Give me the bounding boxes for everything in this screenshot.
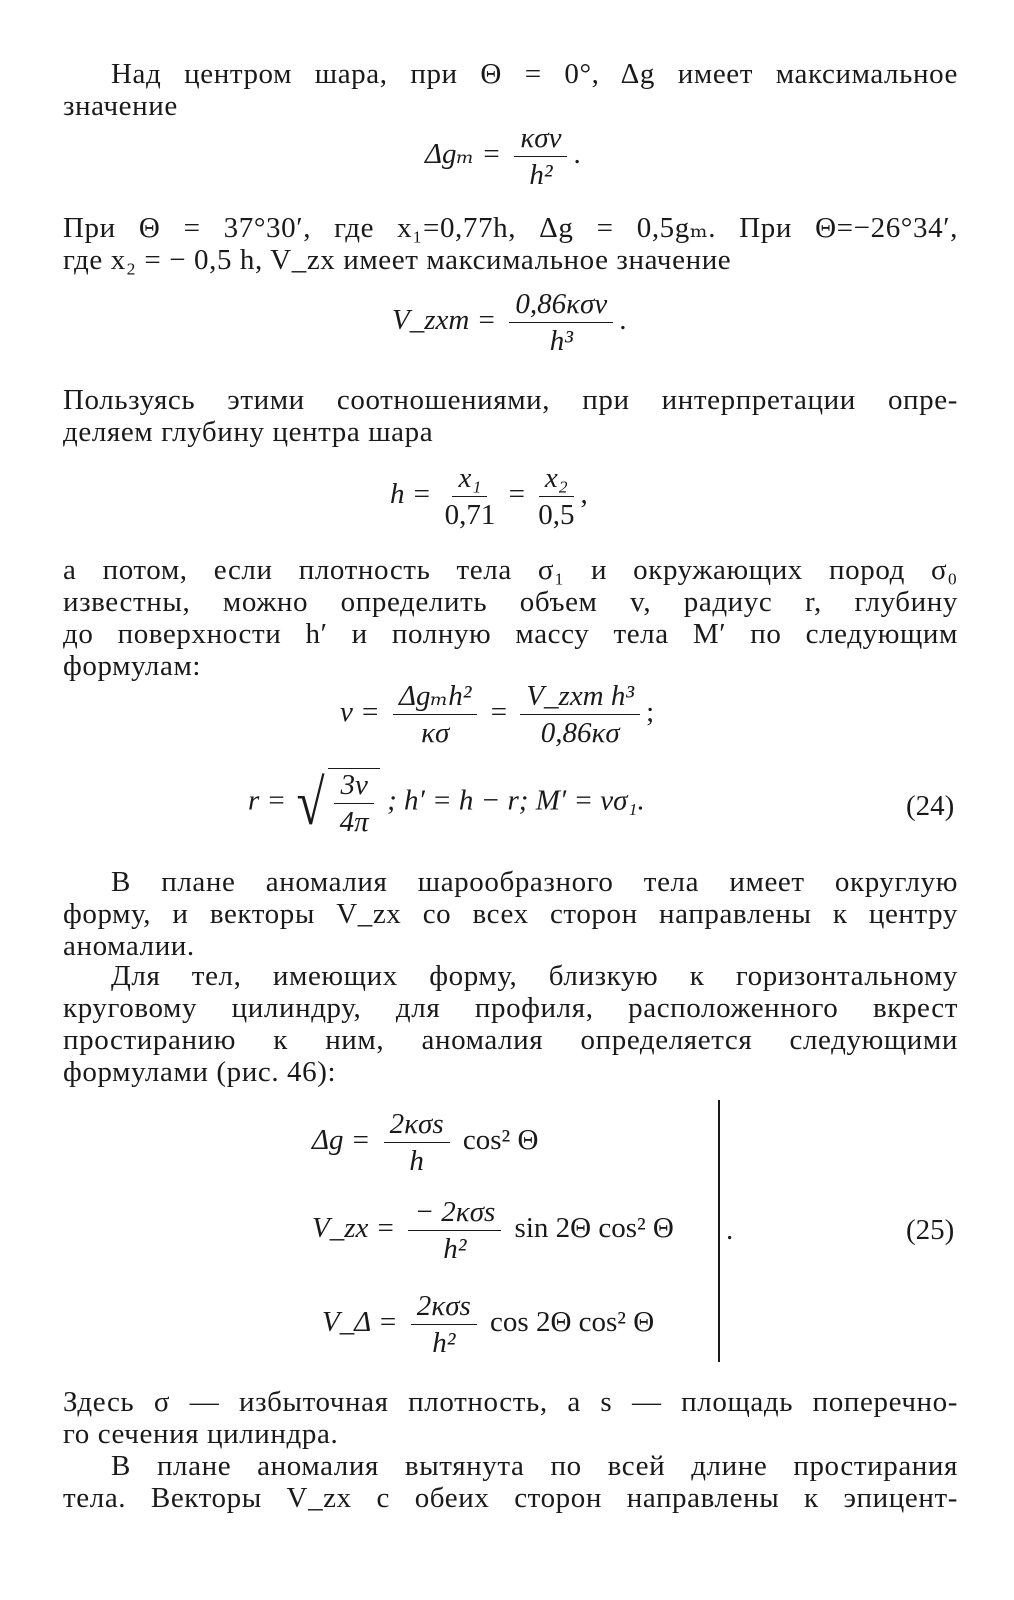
denominator: h²	[529, 159, 553, 191]
paragraph-5	[63, 866, 958, 962]
eq-punct: .	[726, 1214, 734, 1246]
numerator: x₁	[452, 462, 487, 497]
denominator: h²	[443, 1233, 467, 1265]
fraction	[334, 769, 373, 838]
text-line: Пользуясь этими соотношениями, при интерпретации опре-	[63, 384, 958, 416]
equation-delta-g-cylinder	[312, 1108, 538, 1177]
radicand	[328, 768, 379, 838]
text-line: Для тел, имеющих форму, близкую к горизонтальному	[111, 960, 958, 992]
numerator: Δgₘh²	[393, 680, 478, 715]
numerator: 0,86κσv	[509, 288, 613, 323]
denominator: 4π	[339, 806, 369, 838]
eq-lhs: v =	[340, 696, 380, 729]
text-line: формулам:	[63, 650, 202, 682]
eq-lhs: h =	[390, 478, 432, 511]
equation-radius-r	[248, 768, 645, 838]
text-line: Над центром шара, при Θ = 0°, Δg имеет максимальное	[111, 58, 958, 90]
square-root	[293, 768, 380, 838]
eq-rest: cos² Θ	[462, 1124, 539, 1157]
text-line: В плане аномалия вытянута по всей длине простирания	[111, 1450, 958, 1482]
equation-volume-v	[340, 680, 654, 749]
paragraph-6	[63, 960, 958, 1088]
paragraph-3	[63, 384, 958, 448]
eq-punct: .	[573, 138, 581, 171]
eq-rest: sin 2Θ cos² Θ	[514, 1212, 674, 1245]
equation-depth-h	[390, 462, 588, 531]
text-line: до поверхности h′ и полную массу тела M′ по следующим	[63, 618, 958, 650]
eq-lhs: Δgₘ =	[425, 138, 502, 171]
text-line: го сечения цилиндра.	[63, 1418, 339, 1450]
eq-lhs: V_zxm =	[392, 304, 497, 337]
text-line: форму, и векторы V_zx со всех сторон направлены к центру	[63, 898, 958, 930]
equation-number-25: (25)	[906, 1214, 955, 1246]
denominator: h	[409, 1145, 424, 1177]
eq-punct: .	[619, 304, 627, 337]
text-line: В плане аномалия шарообразного тела имеет округлую	[111, 866, 958, 898]
fraction	[520, 680, 640, 749]
text-line: где x₂ = − 0,5 h, V_zx имеет максимальное значение	[63, 244, 732, 276]
paragraph-8	[63, 1450, 958, 1514]
fraction	[509, 288, 613, 357]
eq-lhs: V_zx =	[312, 1212, 396, 1245]
text-line: известны, можно определить объем v, радиус r, глубину	[63, 586, 958, 618]
equation-vdelta-cylinder	[322, 1290, 654, 1359]
eq-rest: ; h′ = h − r; M′ = vσ₁.	[387, 784, 645, 817]
paragraph-7	[63, 1386, 958, 1450]
fraction	[384, 1108, 450, 1177]
fraction	[538, 462, 574, 531]
text-line: деляем глубину центра шара	[63, 416, 434, 448]
radical-sign-icon: √	[296, 767, 325, 838]
text-line: При Θ = 37°30′, где x₁=0,77h, Δg = 0,5gₘ. При Θ=−26°34′,	[63, 212, 958, 244]
numerator: − 2κσs	[408, 1196, 501, 1231]
fraction	[411, 1290, 477, 1359]
text-line: Здесь σ — избыточная плотность, а s — площадь поперечно-	[63, 1386, 958, 1418]
paragraph-1	[63, 58, 958, 122]
denominator: 0,71	[444, 499, 496, 531]
equation-vzx-cylinder	[312, 1196, 674, 1265]
text-line: формулами (рис. 46):	[63, 1056, 337, 1088]
numerator: V_zxm h³	[520, 680, 640, 715]
eq-lhs: r =	[248, 784, 287, 817]
denominator: h²	[432, 1327, 456, 1359]
equation-delta-gm	[425, 122, 581, 191]
numerator: 2κσs	[384, 1108, 450, 1143]
text-line: круговому цилиндру, для профиля, расположенного вкрест	[63, 992, 958, 1024]
eq-lhs: Δg =	[312, 1124, 371, 1157]
numerator: 2κσs	[411, 1290, 477, 1325]
text-line: значение	[63, 90, 178, 122]
text-line: простиранию к ним, аномалия определяется следующими	[63, 1024, 958, 1056]
text-line: тела. Векторы V_zx с обеих сторон направлены к эпицент-	[63, 1482, 958, 1514]
text-line: аномалии.	[63, 930, 195, 962]
paragraph-2	[63, 212, 958, 276]
paragraph-4	[63, 554, 958, 682]
eq-equals: =	[490, 696, 508, 729]
fraction	[393, 680, 478, 749]
denominator: 0,5	[538, 499, 575, 531]
eq-punct: ,	[580, 478, 588, 511]
eq-punct: ;	[646, 696, 655, 729]
denominator: h³	[549, 325, 573, 357]
denominator: κσ	[421, 717, 450, 749]
eq-lhs: V_Δ =	[322, 1306, 398, 1339]
eq-rest: cos 2Θ cos² Θ	[490, 1306, 655, 1339]
fraction	[445, 462, 496, 531]
text-line: а потом, если плотность тела σ₁ и окружающих пород σ₀	[63, 554, 958, 586]
numerator: x₂	[539, 462, 574, 497]
fraction	[514, 122, 567, 191]
denominator: 0,86κσ	[540, 717, 620, 749]
right-brace	[718, 1100, 724, 1362]
equation-vzxm	[392, 288, 626, 357]
numerator: κσv	[514, 122, 567, 157]
fraction	[408, 1196, 501, 1265]
equation-number-24: (24)	[906, 790, 955, 822]
numerator: 3v	[334, 769, 373, 804]
eq-equals: =	[508, 478, 525, 511]
